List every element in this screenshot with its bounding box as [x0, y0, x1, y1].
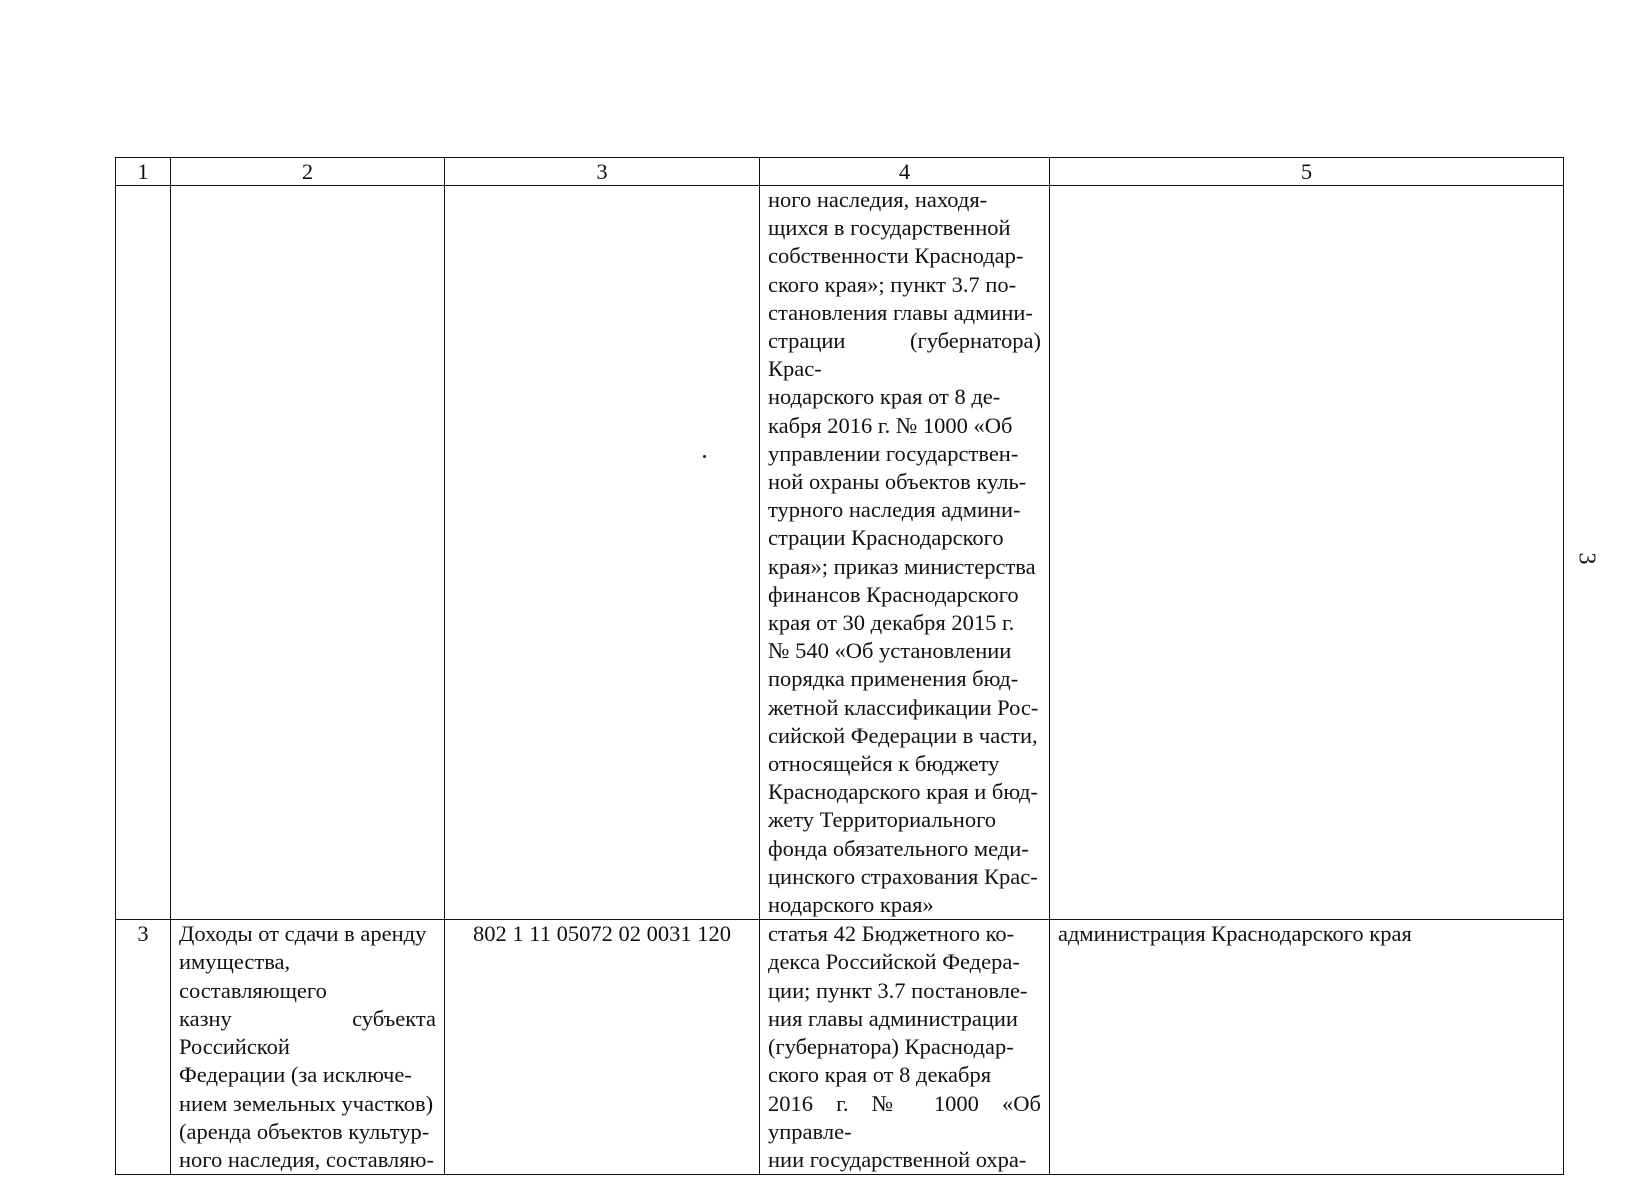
- budget-code-cell: [445, 186, 760, 920]
- budget-code-text: 802 1 11 05072 02 0031 120: [473, 921, 731, 947]
- table-header-row: [116, 158, 1564, 186]
- header-cell-2: 2: [171, 158, 445, 186]
- page-number: 3: [1573, 552, 1600, 565]
- revenue-name-text: Доходы от сдачи в аренду имущества, составляющего казну субъекта Российской Федерации (за исключе- нием земельных участков) (аренда объектов культур- ного наследия, составляю-: [179, 921, 436, 1172]
- table-row: [116, 920, 1564, 1175]
- row-number-cell: 3: [116, 920, 171, 1175]
- budget-code-cell: [445, 920, 760, 1175]
- row-number-cell: [116, 186, 171, 920]
- legal-basis-text: ного наследия, находя- щихся в государственной собственности Краснодар- ского края»; пункт 3.7 по- становления главы админи- страции (губернатора) Крас- нодарского края от 8 де- кабря 2016 г. № 1000 «Об управлении государствен- ной охраны объектов куль- турного наследия админи- страции Краснодарского края»; приказ министерства финансов Краснодарского края от 30 декабря 2015 г. № 540 «Об установлении порядка применения бюд- жетной классификации Рос- сийской Федерации в части, относящейся к бюджету Краснодарского края и бюд- жету Территориального фонда обязательного меди- цинского страхования Крас- нодарского края»: [768, 187, 1041, 918]
- administrator-cell: [1050, 186, 1564, 920]
- administrator-text: администрация Краснодарского края: [1058, 921, 1412, 947]
- legal-basis-cell: [760, 920, 1050, 1175]
- revenue-name-cell: [171, 186, 445, 920]
- legal-basis-text: статья 42 Бюджетного ко- декса Российской Федера- ции; пункт 3.7 постановле- ния главы администрации (губернатора) Краснодар- ского края от 8 декабря 2016 г. № 1000 «Об управле- нии государственной охра-: [768, 921, 1041, 1172]
- legal-basis-cell: [760, 186, 1050, 920]
- header-cell-4: 4: [760, 158, 1050, 186]
- header-cell-5: 5: [1050, 158, 1564, 186]
- table-row: [116, 186, 1564, 920]
- administrator-cell: [1050, 920, 1564, 1175]
- revenue-name-cell: [171, 920, 445, 1175]
- scan-speck: [703, 455, 706, 458]
- header-cell-1: 1: [116, 158, 171, 186]
- header-cell-3: 3: [445, 158, 760, 186]
- revenue-table: [115, 157, 1564, 1175]
